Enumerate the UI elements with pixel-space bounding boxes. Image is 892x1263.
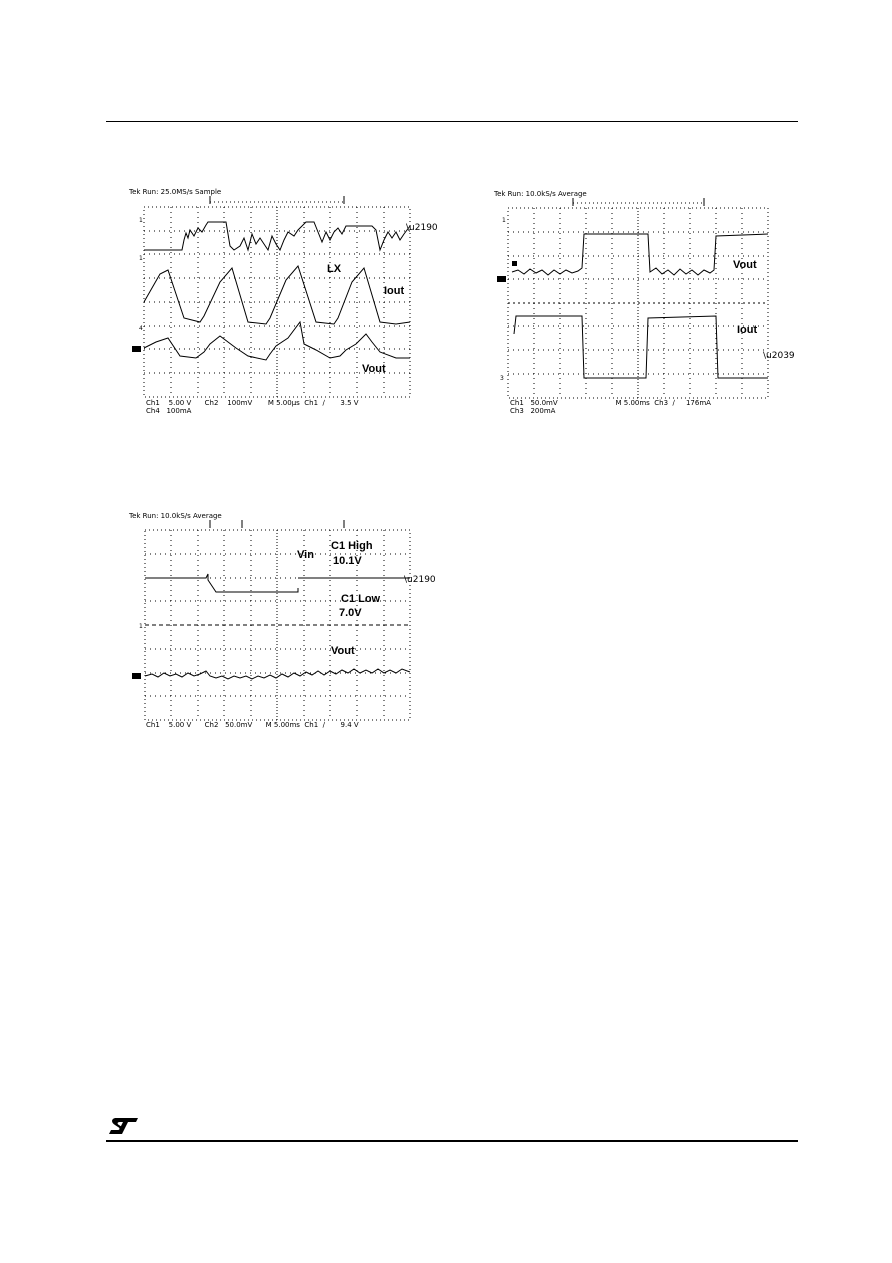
scope1-header: Tek Run: 25.0MS/s Sample <box>129 188 222 196</box>
scope3-header: Tek Run: 10.0kS/s Average <box>129 512 222 520</box>
footer-rule <box>106 1140 798 1142</box>
scope3-label-c1-high: C1 High <box>331 540 373 552</box>
scope1-label-iout: Iout <box>384 285 405 297</box>
scope2-label-iout: Iout <box>737 324 758 336</box>
scope3-label-c1-low: C1 Low <box>341 593 381 605</box>
scope2-footer-line2: Ch3 200mA <box>510 407 556 415</box>
scope2-footer-line1: Ch1 50.0mV M 5.00ms Ch3 ∕ 176mA <box>510 399 711 407</box>
scope3-label-vout: Vout <box>331 645 355 657</box>
scope1-footer-line1: Ch1 5.00 V Ch2 100mV M 5.00µs Ch1 ∕ 3.5 V <box>146 399 359 407</box>
scope3-label-c1-high-value: 10.1V <box>333 555 362 567</box>
svg-text:\u2190: \u2190 <box>406 223 438 233</box>
scope1-label-lx: LX <box>327 263 342 275</box>
svg-text:1: 1 <box>502 217 506 224</box>
scope2-header: Tek Run: 10.0kS/s Average <box>494 190 587 198</box>
scope3-label-c1-low-value: 7.0V <box>339 607 362 619</box>
svg-text:4: 4 <box>139 325 143 332</box>
scope2-label-vout: Vout <box>733 259 757 271</box>
svg-text:1: 1 <box>139 623 143 630</box>
svg-text:\u2039: \u2039 <box>763 351 795 361</box>
scope3-label-vin: Vin <box>297 549 314 561</box>
svg-text:1: 1 <box>139 217 143 224</box>
st-logo-icon <box>108 1117 142 1140</box>
scope1-footer-line2: Ch4 100mA <box>146 407 192 415</box>
scope3-footer-line1: Ch1 5.00 V Ch2 50.0mV M 5.00ms Ch1 ∕ 9.4 V <box>146 721 359 729</box>
scope1-label-vout: Vout <box>362 363 386 375</box>
svg-text:3: 3 <box>500 375 504 382</box>
svg-text:\u2190: \u2190 <box>404 575 436 585</box>
svg-text:1: 1 <box>139 255 143 262</box>
